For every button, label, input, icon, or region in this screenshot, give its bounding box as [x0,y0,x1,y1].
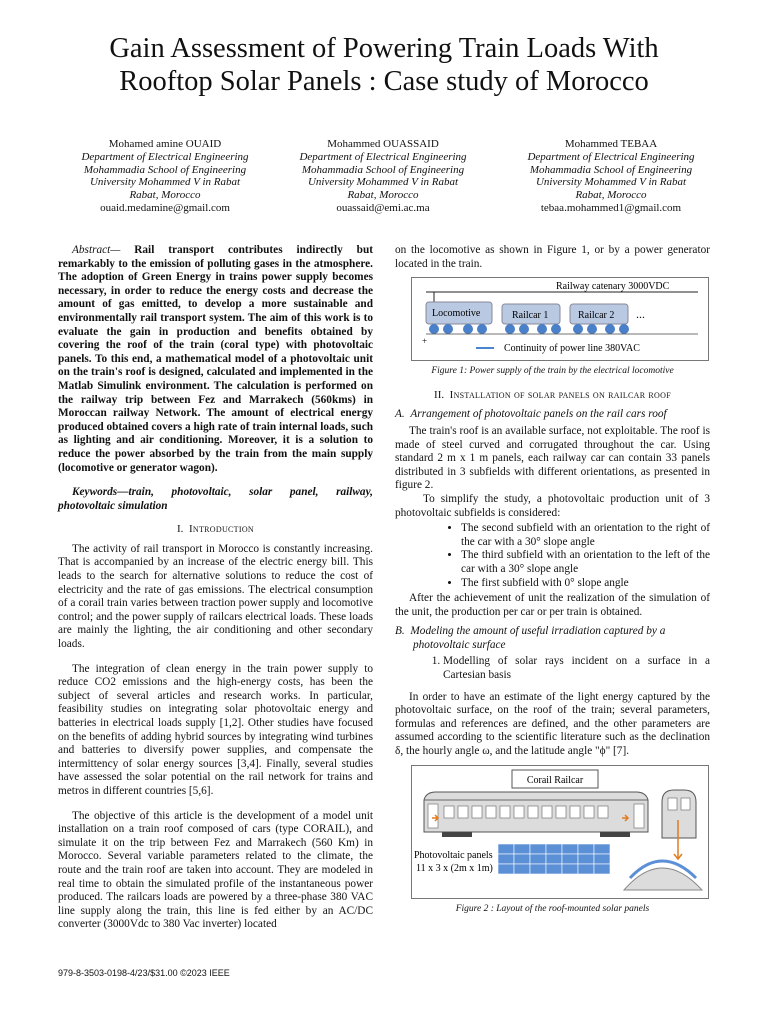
subfield-bullet-list [395,522,710,590]
paragraph-a-1: The train's roof is an available surface, not exploitable. The roof is made of steel curved and corrugated throughout the car. Using standard 2 m x 1 m panels, each railway car can contain 33 panels distributed in 3 subfields with different orientations, as presented in figure 2. [395,424,710,492]
list-item: • The first subfield with 0° slope angle [461,577,710,591]
catenary-label: Railway catenary 3000VDC [556,281,670,293]
abstract-label: Abstract— [72,244,121,256]
section-title: Installation of solar panels on railcar roof [449,388,671,401]
railcar-door-right [634,804,644,828]
section-number: I. [177,523,184,536]
author-name: Mohammed TEBAA [564,138,658,150]
right-column [395,244,710,920]
left-column [58,244,373,932]
author-block-2 [268,138,498,215]
author-block-3 [496,138,726,215]
author-dept: Department of Electrical Engineering [81,150,249,163]
author-school: Mohammadia School of Engineering [83,163,247,176]
section-heading-introduction [58,523,373,537]
railcar-end-view [662,790,696,838]
keywords-text: train, photovoltaic, solar panel, railway, photovoltaic simulation [58,486,373,512]
list-item: • The second subfield with an orientation to the right of the car with a 30° slope angle [461,522,710,549]
author-city: Rabat, Morocco [575,189,647,202]
paragraph-a-3: After the achievement of unit the realization of the simulation of the unit, the production per car or per train is obtained. [395,592,710,618]
paragraph-b-1: In order to have an estimate of the light energy captured by the photovoltaic surface, on the roof of the train; several parameters, formulas and references are defined, and the other parameters are assumed according to the scientific literature such as the declination δ, the hourly angle ω, and the latitude angle "ϕ" [7]. [395,690,710,758]
figure-1 [411,277,709,361]
wheels [429,324,629,334]
subsection-number: B. [395,625,405,638]
author-name: Mohammed OUASSAID [327,138,439,150]
author-email: tebaa.mohammed1@gmail.com [540,201,682,214]
author-dept: Department of Electrical Engineering [527,150,695,163]
author-city: Rabat, Morocco [129,189,201,202]
author-dept: Department of Electrical Engineering [299,150,467,163]
figure-2 [411,765,709,899]
copyright-footer: 979-8-3503-0198-4/23/$31.00 ©2023 IEEE [58,968,230,978]
ground-symbol: + [422,336,428,347]
paper-title [40,32,728,98]
end-window-right [681,798,690,810]
list-item: 1. Modelling of solar rays incident on a surface in a Cartesian basis [443,655,710,682]
end-window-left [668,798,677,810]
section-title: Introduction [188,523,254,536]
list-item: • The third subfield with an orientation to the left of the car with a 30° slope angle [461,549,710,576]
author-school: Mohammadia School of Engineering [301,163,465,176]
author-school: Mohammadia School of Engineering [529,163,693,176]
intro-paragraph-3: The objective of this article is the development of a model unit installation on a train roof composed of cars (type CORAIL), and simulate it on the trip between Fez and Marrakech (560 Km) in Morocco. Several variable parameters related to the climate, the route and the train roof are taken into account. They are modeled in real time to obtain the simulated profile of the instantaneous power produced. The railcars loads are powered by a three-phase 380 VAC line supply along the train, this line is fed either by an AC/DC converter (3000Vdc to 380 Vac inverter) located [58,809,373,931]
numbered-list [395,655,710,682]
pv-label-line-1: Photovoltaic panels [414,849,493,861]
subsection-title: Modeling the amount of useful irradiation captured by a photovoltaic surface [410,625,666,651]
author-city: Rabat, Morocco [347,189,419,202]
more-cars-ellipsis: ... [636,307,645,322]
figure-2-caption: Figure 2 : Layout of the roof-mounted solar panels [455,903,650,914]
subsection-heading-b [395,625,710,652]
abstract [58,244,373,475]
railcar-2-label: Railcar 2 [578,310,615,322]
figure-1-diagram [412,278,708,360]
continuation-paragraph: on the locomotive as shown in Figure 1, or by a power generator located in the train. [395,244,710,270]
keywords [58,486,373,513]
author-name: Mohamed amine OUAID [108,138,222,150]
intro-paragraph-1: The activity of rail transport in Morocco is constantly increasing. That is accompanied by an increase of the electric energy bill. This leads to the search for alternative solutions to reduce the cost of electricity and the rate of gas emissions. The electrical consumption of a corail train varies between traction power supply and locomotive control; and the power supply of railcars electrical loads. These loads are mainly the lighting, the air conditioning and other secondary loads. [58,542,373,651]
author-block-1 [50,138,280,215]
railcar-1-label: Railcar 1 [512,310,549,322]
subsection-number: A. [395,408,405,421]
solar-panel-grid [498,844,610,874]
author-email: ouaid.medamine@gmail.com [100,201,230,214]
figure-2-diagram [412,766,708,898]
author-univ: University Mohammed V in Rabat [307,176,459,189]
author-univ: University Mohammed V in Rabat [89,176,241,189]
figure-1-caption: Figure 1: Power supply of the train by the electrical locomotive [431,366,674,377]
railcar-label: Corail Railcar [526,774,584,786]
pv-label-line-2: 11 x 3 x (2m x 1m) [416,862,493,874]
locomotive-label: Locomotive [432,308,481,320]
section-number: II. [434,388,445,401]
subsection-heading-a [395,408,710,422]
author-email: ouassaid@emi.ac.ma [336,201,430,214]
title-line-2: Rooftop Solar Panels : Case study of Morocco [119,66,649,97]
power-line-legend-label: Continuity of power line 380VAC [504,343,640,355]
intro-paragraph-2: The integration of clean energy in the train power supply to reduce CO2 emissions and the high-energy costs, has been the subject of several articles and research works. In particular, feasibility studies on integrating solar photovoltaic energy and batteries in electrical loads supply [1,2]. Other studies have focused on the benefits of adding hybrid sources by integrating wind turbines and batteries to diversify power supplies, and compensate the intermittency of solar energy sources [3,4]. Finally, several studies have assessed the solar potential on the rail network for trains and metros in different countries [5,6]. [58,662,373,797]
abstract-text: Rail transport contributes indirectly but remarkably to the emission of polluting gases in the atmosphere. The adoption of Green Energy in trains power supply becomes necessary, in order to reduce the energy costs and decrease the amount of gas emitted, to develop a more sustainable and environmentally rail transport system. The aim of this work is to evaluate the gain in production and benefits obtained by covering the roof of the train (coral type) with photovoltaic panels. To this end, a mathematical model of a photovoltaic unit on the train's roof is designed, calculated and implemented in the Matlab Simulink environment. The calculation is performed on the railway trip between Fez and Marrakech (560kms) in Moroccan railway Network. The amount of electrical energy produced obtained covers a high rate of train internal loads, such as lighting and air conditioning. Moreover, it is a solution to reduce the power absorbed by the train from the main supply (locomotive or generator wagon). [58,244,373,474]
bogies [442,832,630,837]
keywords-label: Keywords— [72,486,129,499]
section-heading-installation [395,389,710,403]
subsection-title: Arrangement of photovoltaic panels on the rail cars roof [410,408,667,421]
author-univ: University Mohammed V in Rabat [535,176,687,189]
title-line-1: Gain Assessment of Powering Train Loads With [109,33,659,64]
paragraph-a-2: To simplify the study, a photovoltaic production unit of 3 photovoltaic subfields is considered: [395,492,710,519]
